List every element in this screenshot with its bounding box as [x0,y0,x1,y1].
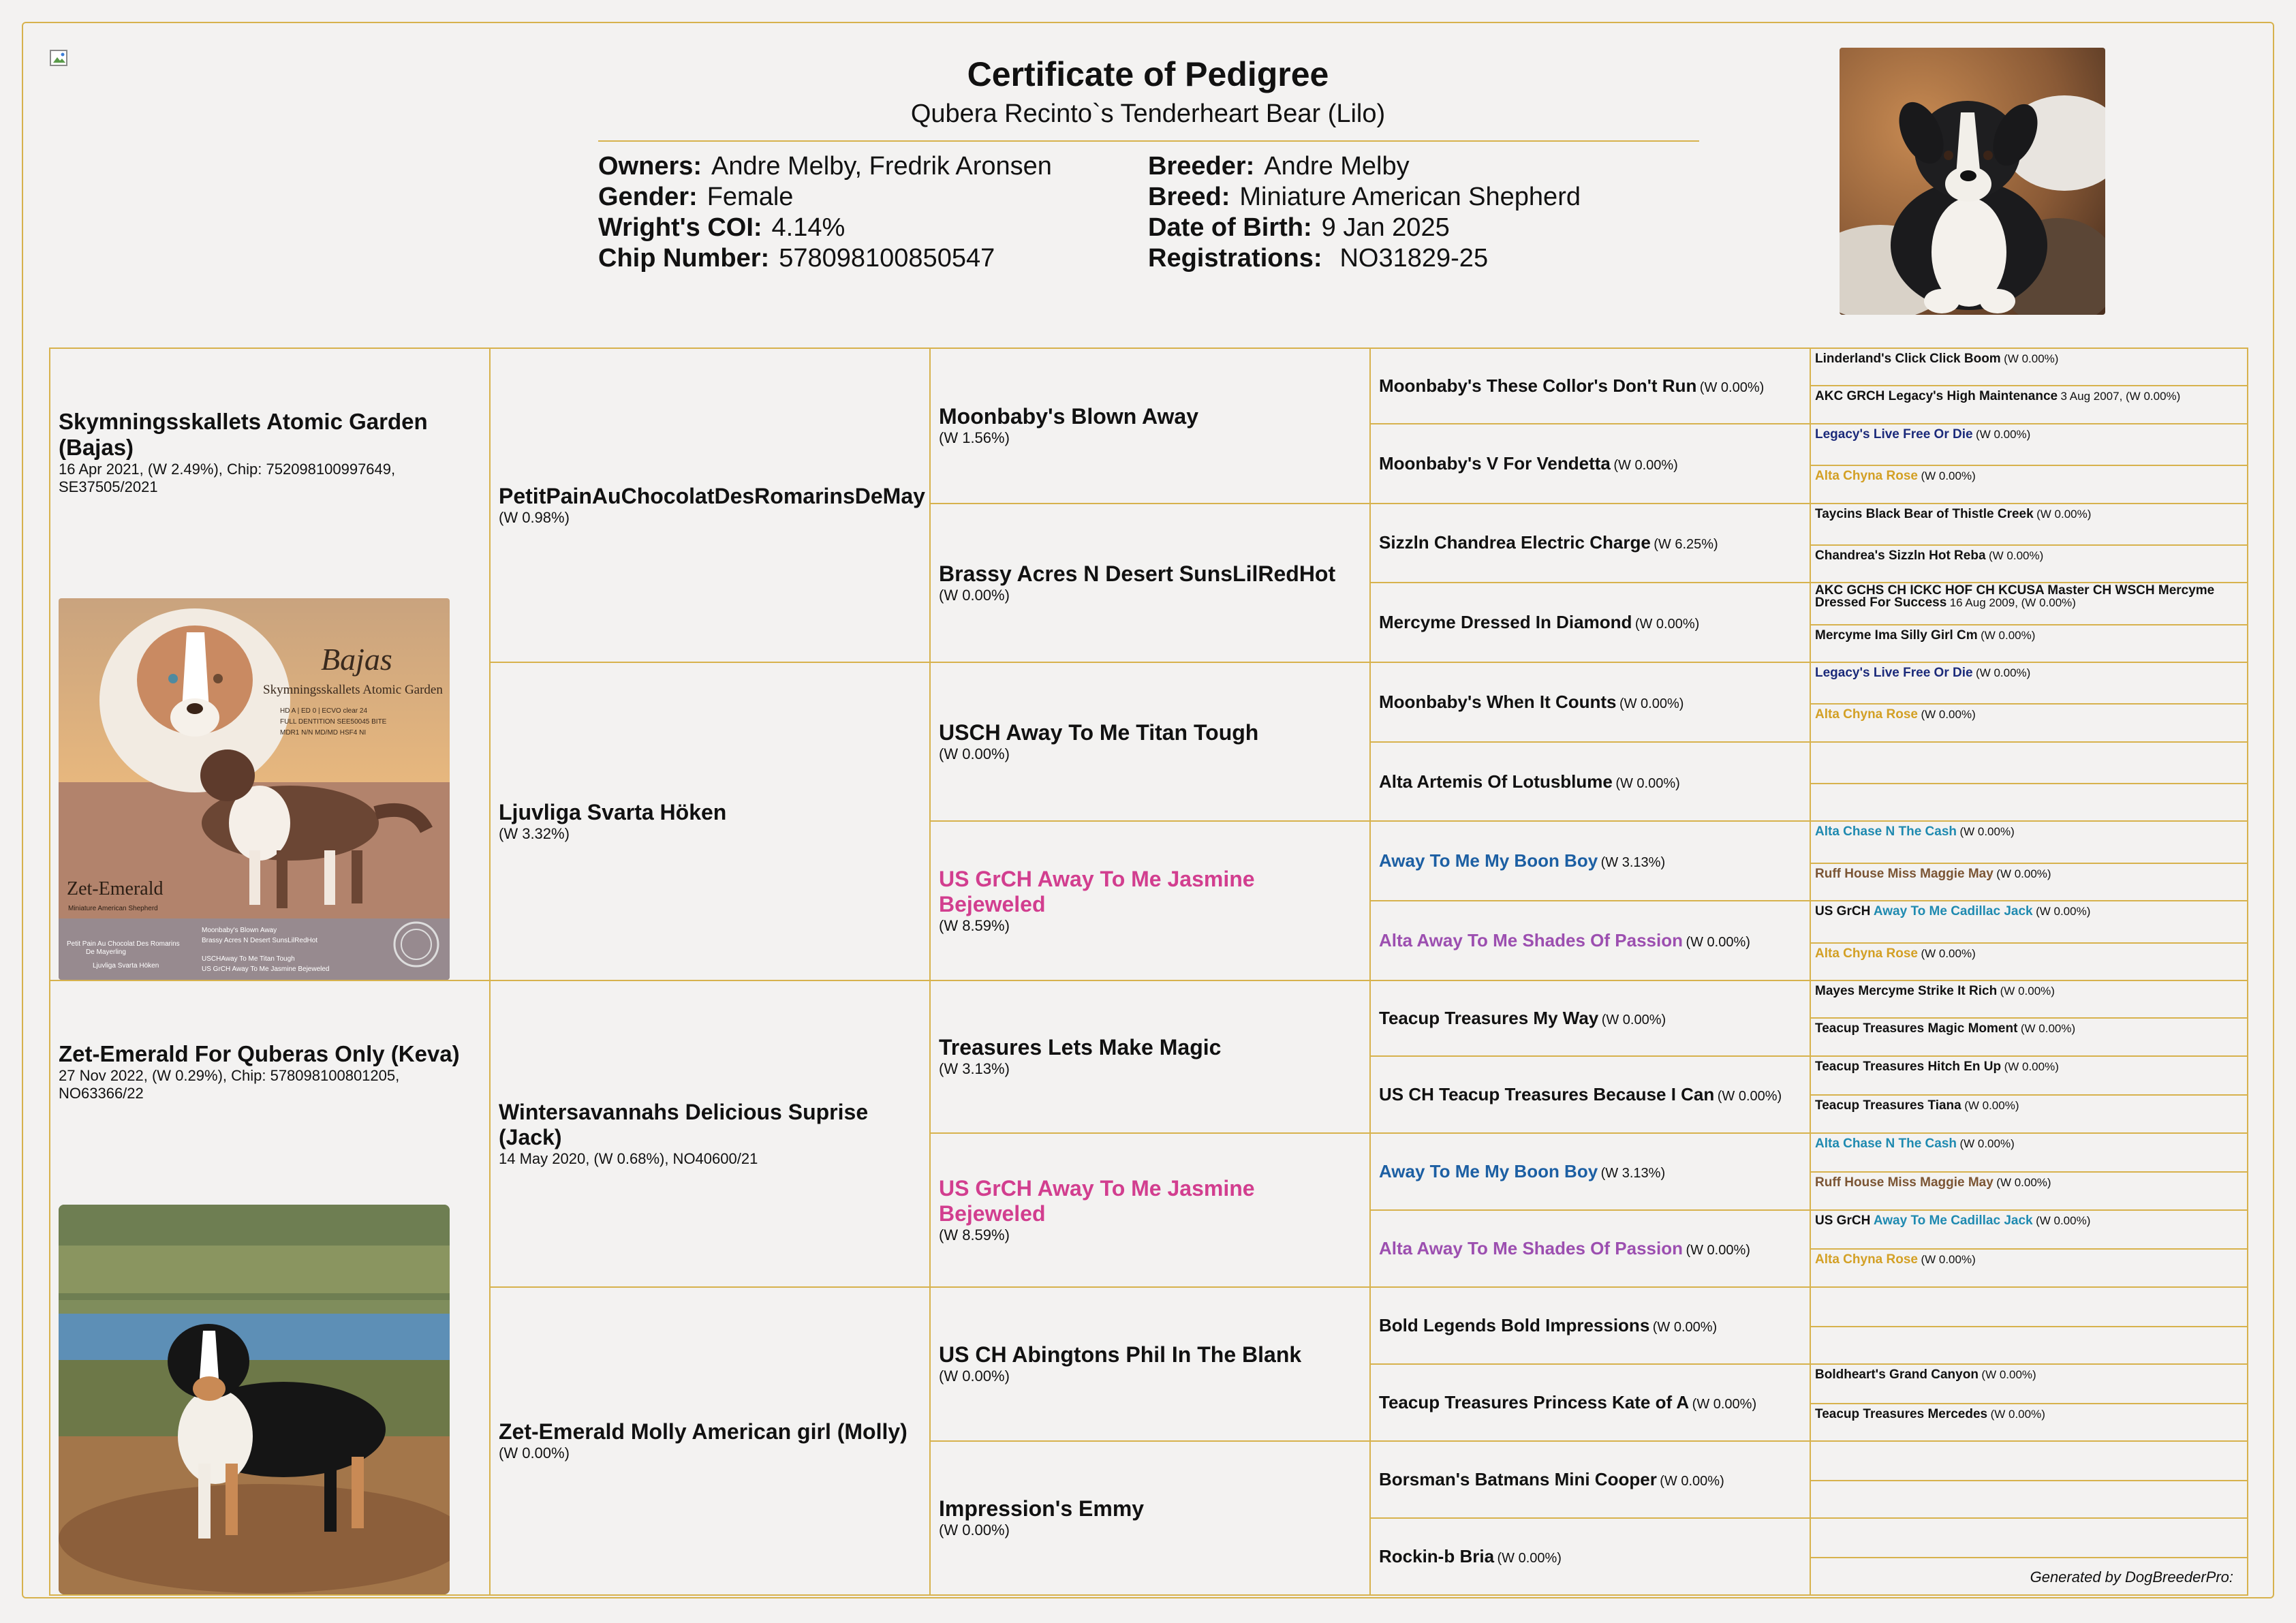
gen5-cell: Teacup Treasures Hitch En Up (W 0.00%) [1810,1056,2248,1096]
svg-text:USCHAway To Me Titan Tough: USCHAway To Me Titan Tough [202,955,295,963]
gen5-name: Alta Chyna Rose [1815,707,1918,722]
gen3-name: US GrCH Away To Me Jasmine Bejeweled [939,1175,1255,1226]
gen4-name: US CH Teacup Treasures Because I Can [1379,1083,1715,1104]
gen3-cell: Brassy Acres N Desert SunsLilRedHot (W 0.00%) [930,504,1370,662]
registration-row: Registrations: NO31829-25 [1148,244,1489,273]
gen4-cell: Moonbaby's When It Counts (W 0.00%) [1370,662,1810,742]
gen4-name: Away To Me My Boon Boy [1379,850,1598,871]
gen4-name: Moonbaby's These Collor's Don't Run [1379,375,1697,396]
gen5-cell: Teacup Treasures Mercedes (W 0.00%) [1810,1404,2248,1441]
gen3-cell: Moonbaby's Blown Away (W 1.56%) [930,348,1370,504]
gen5-name: Legacy's Live Free Or Die [1815,427,1973,442]
dam-photo [59,1205,450,1594]
gen5-name: Alta Chyna Rose [1815,1252,1918,1267]
gen5-cell: AKC GCHS CH ICKC HOF CH KCUSA Master CH WSCH Mercyme Dressed For Success 16 Aug 2009, (W 0.00%) [1810,583,2248,624]
gen4-cell: Teacup Treasures Princess Kate of A (W 0.00%) [1370,1364,1810,1441]
gen5-name: Away To Me Cadillac Jack [1873,904,2033,919]
gen5-name: Taycins Black Bear of Thistle Creek [1815,506,2034,521]
gen4-cell: Borsman's Batmans Mini Cooper (W 0.00%) [1370,1441,1810,1518]
gen4-cell: Moonbaby's These Collor's Don't Run (W 0.00%) [1370,348,1810,424]
gen5-cell: Teacup Treasures Tiana (W 0.00%) [1810,1095,2248,1132]
gen4-name: Borsman's Batmans Mini Cooper [1379,1468,1657,1489]
gen4-name: Teacup Treasures Princess Kate of A [1379,1391,1690,1412]
header-divider [598,140,1699,142]
gen4-name: Away To Me My Boon Boy [1379,1160,1598,1181]
gen2-name: PetitPainAuChocolatDesRomarinsDeMay [499,483,925,508]
dob-row: Date of Birth: 9 Jan 2025 [1148,213,1450,242]
svg-text:FULL DENTITION SEE50045 BITE: FULL DENTITION SEE50045 BITE [280,718,387,726]
gen5-cell: Legacy's Live Free Or Die (W 0.00%) [1810,424,2248,465]
gen5-cell [1810,1441,2248,1481]
gen5-cell [1810,1518,2248,1558]
gen2-name: Wintersavannahs Delicious Suprise (Jack) [499,1099,869,1149]
gen4-cell: US CH Teacup Treasures Because I Can (W 0.00%) [1370,1056,1810,1133]
gen5-name: Alta Chase N The Cash [1815,1136,1957,1151]
gen3-cell: Treasures Lets Make Magic (W 3.13%) [930,980,1370,1133]
gen3-name: US CH Abingtons Phil In The Blank [939,1342,1302,1367]
gen3-cell: US GrCH Away To Me Jasmine Bejeweled (W 8.59%) [930,821,1370,980]
gen2-name: Zet-Emerald Molly American girl (Molly) [499,1419,907,1444]
svg-text:Miniature American Shepherd: Miniature American Shepherd [68,905,158,912]
gen2-name: Ljuvliga Svarta Höken [499,799,727,824]
gen3-cell: USCH Away To Me Titan Tough (W 0.00%) [930,662,1370,821]
gen5-cell: AKC GRCH Legacy's High Maintenance 3 Aug 2007, (W 0.00%) [1810,386,2248,423]
gen5-cell: Boldheart's Grand Canyon (W 0.00%) [1810,1364,2248,1404]
gen5-name: Teacup Treasures Tiana [1815,1098,1961,1113]
gen5-name: Chandrea's Sizzln Hot Reba [1815,548,1986,563]
breeder-row: Breeder: Andre Melby [1148,152,1410,181]
gen2-cell: Zet-Emerald Molly American girl (Molly) (W 0.00%) [490,1287,930,1595]
gen1-dam-name: Zet-Emerald For Quberas Only (Keva) [59,1041,460,1066]
gen5-cell: Alta Chyna Rose (W 0.00%) [1810,943,2248,980]
gen3-cell: US CH Abingtons Phil In The Blank (W 0.00%) [930,1287,1370,1441]
dog-photo [1840,48,2105,315]
gen4-name: Bold Legends Bold Impressions [1379,1314,1650,1335]
gen1-sire-name: Skymningsskallets Atomic Garden (Bajas) [59,409,428,460]
gen5-cell [1810,784,2248,821]
pedigree-row [50,980,2248,1018]
sire-photo-title: Bajas [321,642,392,677]
gen5-cell: Alta Chyna Rose (W 0.00%) [1810,1249,2248,1286]
gen5-cell [1810,1327,2248,1364]
gen5-cell: Linderland's Click Click Boom (W 0.00%) [1810,348,2248,386]
sire-photo-kennel: Zet-Emerald [67,878,164,899]
gen5-cell: Alta Chase N The Cash (W 0.00%) [1810,821,2248,863]
sire-photo-subtitle: Skymningsskallets Atomic Garden [263,683,443,697]
svg-text:Brassy Acres N Desert SunsLilR: Brassy Acres N Desert SunsLilRedHot [202,937,318,944]
gen5-name: Teacup Treasures Magic Moment [1815,1021,2018,1036]
gen5-cell: Legacy's Live Free Or Die (W 0.00%) [1810,662,2248,704]
gen5-cell [1810,1481,2248,1518]
gen5-name: Alta Chyna Rose [1815,946,1918,961]
gen5-name: Teacup Treasures Hitch En Up [1815,1059,2002,1074]
gen4-name: Moonbaby's V For Vendetta [1379,452,1611,474]
gen5-cell: US GrCH Away To Me Cadillac Jack (W 0.00%) [1810,901,2248,942]
gen2-cell: Ljuvliga Svarta Höken (W 3.32%) [490,662,930,980]
gen3-name: Brassy Acres N Desert SunsLilRedHot [939,561,1336,586]
sire-photo [59,598,450,980]
gen4-name: Alta Away To Me Shades Of Passion [1379,930,1683,951]
svg-text:Moonbaby's Blown Away: Moonbaby's Blown Away [202,927,277,934]
gen4-name: Alta Away To Me Shades Of Passion [1379,1237,1683,1258]
svg-text:Ljuvliga Svarta Höken: Ljuvliga Svarta Höken [93,962,159,970]
gen3-name: Impression's Emmy [939,1496,1145,1521]
chip-row: Chip Number: 578098100850547 [598,244,995,273]
gen5-cell: Mayes Mercyme Strike It Rich (W 0.00%) [1810,980,2248,1018]
svg-text:Petit Pain Au Chocolat Des Rom: Petit Pain Au Chocolat Des Romarins [67,940,180,948]
svg-text:US GrCH Away To Me Jasmine Bej: US GrCH Away To Me Jasmine Bejeweled [202,965,330,973]
gen4-cell: Rockin-b Bria (W 0.00%) [1370,1518,1810,1595]
svg-text:HD A | ED 0 | ECVO clear 24: HD A | ED 0 | ECVO clear 24 [280,707,368,715]
breed-row: Breed: Miniature American Shepherd [1148,183,1581,211]
dog-name: Qubera Recinto`s Tenderheart Bear (Lilo) [910,99,1386,128]
gen5-cell: Ruff House Miss Maggie May (W 0.00%) [1810,863,2248,901]
gen5-cell [1810,742,2248,784]
gen4-cell: Away To Me My Boon Boy (W 3.13%) [1370,821,1810,901]
gen4-name: Moonbaby's When It Counts [1379,691,1617,712]
gen5-cell: Chandrea's Sizzln Hot Reba (W 0.00%) [1810,545,2248,583]
gen5-name: Alta Chyna Rose [1815,469,1918,484]
gen3-name: USCH Away To Me Titan Tough [939,720,1259,745]
gen5-name: Away To Me Cadillac Jack [1873,1213,2033,1228]
gen5-name: Boldheart's Grand Canyon [1815,1367,1979,1382]
gen5-cell: Alta Chyna Rose (W 0.00%) [1810,704,2248,741]
gen1-dam: Zet-Emerald For Quberas Only (Keva) 27 Nov 2022, (W 0.29%), Chip: 578098100801205, NO63366/22 [50,980,490,1595]
gen4-name: Rockin-b Bria [1379,1545,1495,1566]
gen5-cell: Alta Chyna Rose (W 0.00%) [1810,465,2248,503]
gen4-cell: Alta Away To Me Shades Of Passion (W 0.00%) [1370,901,1810,980]
gender-row: Gender: Female [598,183,794,211]
gen3-cell: US GrCH Away To Me Jasmine Bejeweled (W 8.59%) [930,1133,1370,1287]
gen3-name: US GrCH Away To Me Jasmine Bejeweled [939,867,1255,917]
gen4-cell: Moonbaby's V For Vendetta (W 0.00%) [1370,424,1810,504]
gen5-cell [1810,1287,2248,1327]
gen5-name: Ruff House Miss Maggie May [1815,1175,1994,1190]
owners-row: Owners: Andre Melby, Fredrik Aronsen [598,152,1052,181]
footer-credit: Generated by DogBreederPro: [2030,1568,2233,1586]
gen4-cell: Teacup Treasures My Way (W 0.00%) [1370,980,1810,1056]
gen5-cell: Teacup Treasures Magic Moment (W 0.00%) [1810,1018,2248,1055]
gen4-name: Teacup Treasures My Way [1379,1007,1599,1028]
gen2-cell: Wintersavannahs Delicious Suprise (Jack) 14 May 2020, (W 0.68%), NO40600/21 [490,980,930,1287]
pedigree-table [49,347,2248,1596]
gen4-name: Alta Artemis Of Lotusblume [1379,771,1613,792]
gen3-name: Treasures Lets Make Magic [939,1035,1222,1060]
info-right [1148,151,1581,274]
gen4-cell: Alta Away To Me Shades Of Passion (W 0.00%) [1370,1210,1810,1287]
gen4-cell: Sizzln Chandrea Electric Charge (W 6.25%) [1370,504,1810,583]
gen5-name: AKC GCHS CH ICKC HOF CH KCUSA Master CH WSCH Mercyme Dressed For Success [1815,583,2215,610]
gen5-name: Teacup Treasures Mercedes [1815,1406,1988,1421]
gen5-name: Legacy's Live Free Or Die [1815,665,1973,680]
svg-text:De Mayerling: De Mayerling [86,948,126,956]
pedigree-row [50,348,2248,386]
gen3-name: Moonbaby's Blown Away [939,404,1198,429]
gen5-cell: Alta Chase N The Cash (W 0.00%) [1810,1133,2248,1173]
gen5-cell: US GrCH Away To Me Cadillac Jack (W 0.00%) [1810,1210,2248,1250]
gen5-cell: Taycins Black Bear of Thistle Creek (W 0.00%) [1810,504,2248,545]
gen4-name: Mercyme Dressed In Diamond [1379,612,1632,633]
gen4-cell: Bold Legends Bold Impressions (W 0.00%) [1370,1287,1810,1364]
gen3-cell: Impression's Emmy (W 0.00%) [930,1441,1370,1595]
svg-text:MDR1 N/N MD/MD HSF4 NI: MDR1 N/N MD/MD HSF4 NI [280,729,367,737]
gen5-name: Ruff House Miss Maggie May [1815,866,1994,881]
gen5-cell: Ruff House Miss Maggie May (W 0.00%) [1810,1172,2248,1209]
gen4-cell: Mercyme Dressed In Diamond (W 0.00%) [1370,583,1810,662]
gen4-name: Sizzln Chandrea Electric Charge [1379,532,1651,553]
gen5-name: Linderland's Click Click Boom [1815,352,2001,366]
gen5-name: Alta Chase N The Cash [1815,824,1957,839]
gen2-cell: PetitPainAuChocolatDesRomarinsDeMay (W 0.98%) [490,348,930,662]
info-left [598,151,1052,274]
gen4-cell: Alta Artemis Of Lotusblume (W 0.00%) [1370,742,1810,822]
gen5-cell: Mercyme Ima Silly Girl Cm (W 0.00%) [1810,625,2248,662]
gen5-name: Mercyme Ima Silly Girl Cm [1815,628,1978,643]
coi-row: Wright's COI: 4.14% [598,213,846,242]
page-title: Certificate of Pedigree [967,55,1329,93]
gen1-sire: Skymningsskallets Atomic Garden (Bajas) 16 Apr 2021, (W 2.49%), Chip: 752098100997649, SE37505/2021 Bajas Skymningsskallets Atomic Garden HD A | ED 0 | ECVO clear 24 FULL DENTITION SEE50045 BITE MDR1 N/N MD/MD HSF4 NI Zet-Emerald Miniature American Shepherd Petit Pain Au Chocolat Des Romarins De Mayerling Ljuvliga Svarta Höken Moonbaby's Blown Away Brassy Acres N Desert SunsLilRedHot USCHAway To Me Titan Tough US GrCH Away To Me Jasmine Bejeweled [50,348,490,980]
gen5-name: AKC GRCH Legacy's High Maintenance [1815,389,2058,404]
gen4-cell: Away To Me My Boon Boy (W 3.13%) [1370,1133,1810,1210]
gen5-name: Mayes Mercyme Strike It Rich [1815,984,1998,998]
